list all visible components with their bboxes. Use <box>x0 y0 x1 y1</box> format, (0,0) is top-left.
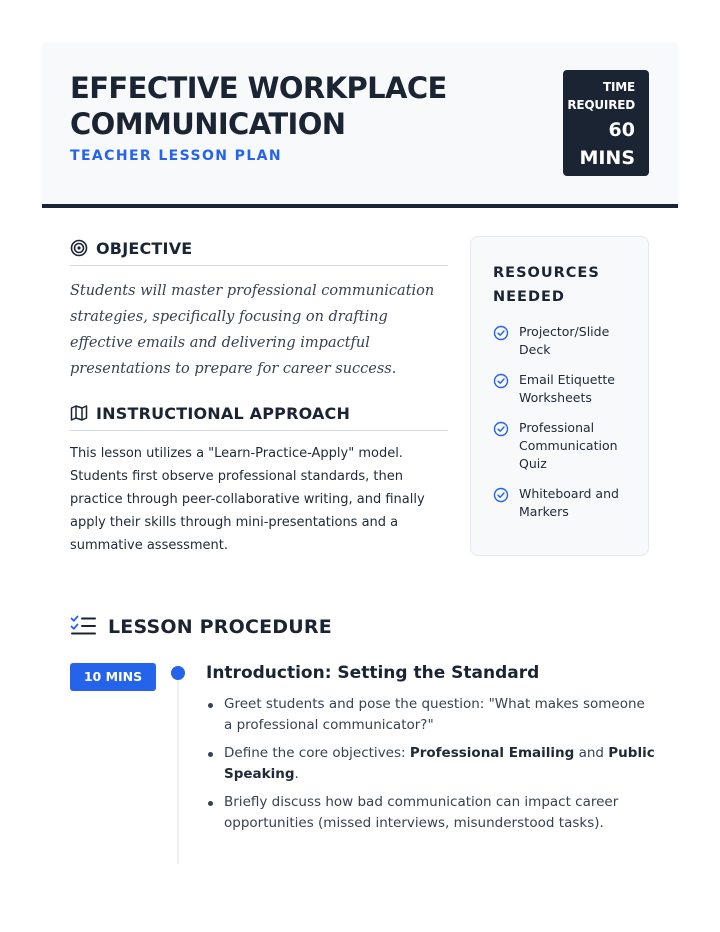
page-subtitle: TEACHER LESSON PLAN <box>70 148 283 164</box>
resources-panel <box>470 236 649 556</box>
time-required-value: 60 MINS <box>579 119 635 169</box>
time-required-box <box>563 70 649 176</box>
time-required-label: TIME REQUIRED <box>567 80 635 112</box>
resource-item <box>493 419 648 473</box>
objective-text: Students will master professional communication strategies, specifically focusing on drafting effective emails and delivering impactful presentations to prepare for career success. <box>70 283 435 377</box>
approach-divider <box>70 430 448 431</box>
procedure-heading-label: LESSON PROCEDURE <box>108 616 332 638</box>
approach-heading <box>70 403 350 423</box>
step-title: Introduction: Setting the Standard <box>206 663 540 683</box>
approach-text: This lesson utilizes a "Learn-Practice-Apply" model. Students first observe professional standards, then practice through peer-collaborative writing, and finally apply their skills through mini-presentations and a summative assessment. <box>70 446 425 553</box>
resource-item <box>493 485 648 521</box>
resource-item-label: Whiteboard and Markers <box>519 486 619 519</box>
timeline-line <box>177 674 179 864</box>
step-duration-badge: 10 MINS <box>70 663 156 691</box>
resource-item <box>493 323 648 359</box>
page-title: EFFECTIVE WORKPLACE COMMUNICATION <box>70 71 447 141</box>
emphasis-text: Public Speaking <box>224 745 655 782</box>
header-divider <box>42 204 678 208</box>
lesson-header <box>42 42 678 205</box>
check-circle-icon <box>493 373 509 389</box>
target-icon <box>70 238 90 258</box>
procedure-heading <box>70 614 332 640</box>
check-circle-icon <box>493 325 509 341</box>
resources-heading: RESOURCES NEEDED <box>493 265 600 305</box>
resources-list <box>493 323 648 521</box>
objective-heading-label: OBJECTIVE <box>96 238 193 258</box>
objective-divider <box>70 265 448 266</box>
timeline-dot <box>171 666 185 680</box>
emphasis-text: Professional Emailing <box>409 745 575 761</box>
resource-item-label: Email Etiquette Worksheets <box>519 372 615 405</box>
map-icon <box>70 403 90 423</box>
approach-heading-label: INSTRUCTIONAL APPROACH <box>96 403 351 423</box>
check-circle-icon <box>493 421 509 437</box>
resource-item-label: Professional Communication Quiz <box>519 420 618 471</box>
step-bullet: Briefly discuss how bad communication can impact career opportunities (missed interviews, misunderstood tasks). <box>206 792 656 834</box>
step-bullet-list <box>206 694 656 841</box>
step-bullet: Define the core objectives: Professional Emailing and Public Speaking. <box>206 743 656 785</box>
check-circle-icon <box>493 487 509 503</box>
resource-item <box>493 371 648 407</box>
checklist-icon <box>70 614 96 640</box>
resource-item-label: Projector/Slide Deck <box>519 324 610 357</box>
step-bullet: Greet students and pose the question: "What makes someone a professional communicator?" <box>206 694 656 736</box>
objective-heading <box>70 238 192 258</box>
